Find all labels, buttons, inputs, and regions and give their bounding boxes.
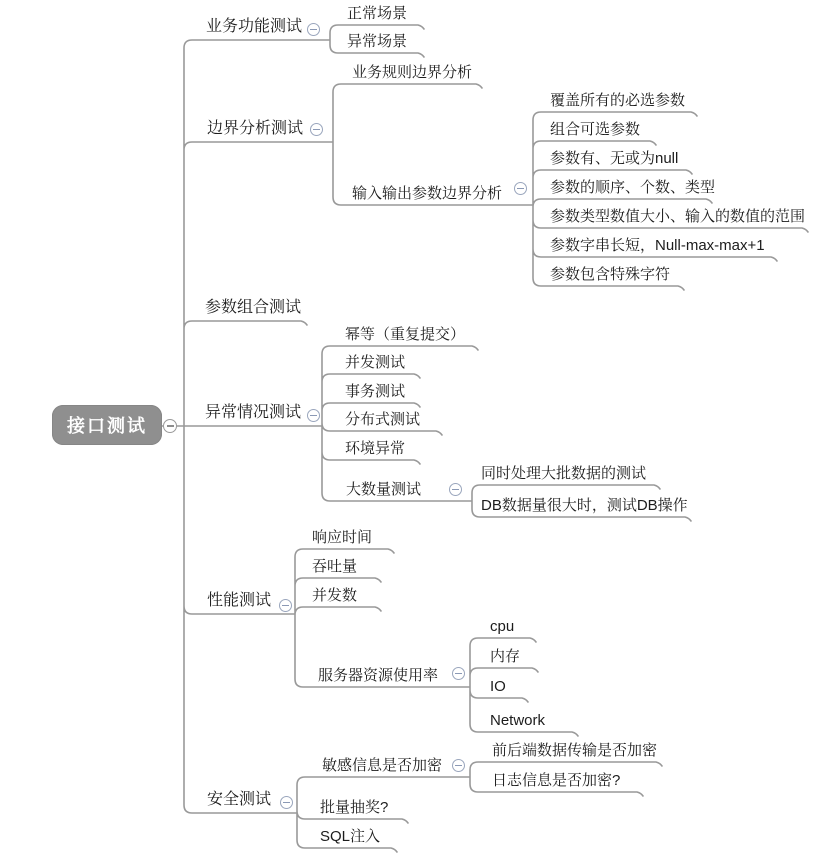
collapse-icon-business-function[interactable]: [307, 23, 320, 36]
minus-glyph: [455, 673, 462, 675]
topic-boundary-analysis-test[interactable]: 边界分析测试: [207, 120, 304, 137]
topic-environment-exception[interactable]: 环境异常: [345, 440, 406, 457]
collapse-icon-security-test[interactable]: [280, 796, 293, 809]
collapse-icon-io-param-boundary[interactable]: [514, 182, 527, 195]
topic-batch-lottery[interactable]: 批量抽奖?: [320, 799, 389, 816]
topic-io-param-boundary[interactable]: 输入输出参数边界分析: [352, 185, 503, 202]
topic-sql-injection[interactable]: SQL注入: [320, 828, 381, 845]
topic-param-value-range[interactable]: 参数类型数值大小、输入的数值的范围: [550, 208, 806, 225]
topic-memory[interactable]: 内存: [490, 648, 521, 665]
minus-glyph: [282, 605, 289, 607]
topic-large-data-test[interactable]: 大数量测试: [346, 481, 422, 498]
topic-log-encryption[interactable]: 日志信息是否加密?: [492, 772, 621, 789]
topic-cpu[interactable]: cpu: [490, 618, 515, 635]
minus-glyph: [310, 415, 317, 417]
minus-glyph: [167, 425, 174, 427]
topic-business-rule-boundary[interactable]: 业务规则边界分析: [352, 64, 473, 81]
topic-security-test[interactable]: 安全测试: [207, 791, 272, 808]
topic-normal-scenario[interactable]: 正常场景: [347, 5, 408, 22]
topic-network[interactable]: Network: [490, 712, 546, 729]
topic-idempotent[interactable]: 幂等（重复提交）: [345, 326, 466, 343]
topic-batch-data-test[interactable]: 同时处理大批数据的测试: [481, 465, 647, 482]
topic-cover-required-params[interactable]: 覆盖所有的必选参数: [550, 92, 686, 109]
topic-root[interactable]: [52, 405, 162, 445]
topic-performance-test[interactable]: 性能测试: [207, 592, 272, 609]
collapse-icon-sensitive-info[interactable]: [452, 759, 465, 772]
topic-throughput[interactable]: 吞吐量: [312, 558, 358, 575]
collapse-icon-server-resource[interactable]: [452, 667, 465, 680]
topic-abnormal-scenario[interactable]: 异常场景: [347, 33, 408, 50]
topic-distributed-test[interactable]: 分布式测试: [345, 411, 421, 428]
topic-param-null[interactable]: 参数有、无或为null: [550, 150, 679, 167]
collapse-icon-large-data-test[interactable]: [449, 483, 462, 496]
collapse-icon-exception-test[interactable]: [307, 409, 320, 422]
collapse-icon-performance-test[interactable]: [279, 599, 292, 612]
topic-sensitive-info-encryption[interactable]: 敏感信息是否加密: [322, 757, 443, 774]
minus-glyph: [313, 129, 320, 131]
minus-glyph: [455, 765, 462, 767]
topic-transaction-test[interactable]: 事务测试: [345, 383, 406, 400]
minus-glyph: [310, 29, 317, 31]
minus-glyph: [452, 489, 459, 491]
topic-frontend-backend-encryption[interactable]: 前后端数据传输是否加密: [492, 742, 658, 759]
topic-concurrency-test[interactable]: 并发测试: [345, 354, 406, 371]
topic-root-label: 接口测试: [67, 416, 147, 436]
minus-glyph: [283, 802, 290, 804]
topic-io[interactable]: IO: [490, 678, 506, 695]
topic-param-special-chars[interactable]: 参数包含特殊字符: [550, 266, 671, 283]
collapse-icon-root[interactable]: [163, 419, 177, 433]
topic-response-time[interactable]: 响应时间: [312, 529, 373, 546]
topic-exception-test[interactable]: 异常情况测试: [205, 404, 302, 421]
topic-param-string-length[interactable]: 参数字串长短，Null-max-max+1: [550, 237, 765, 254]
topic-business-function-test[interactable]: 业务功能测试: [206, 18, 303, 35]
topic-concurrency-count[interactable]: 并发数: [312, 587, 358, 604]
collapse-icon-boundary-analysis[interactable]: [310, 123, 323, 136]
topic-server-resource-usage[interactable]: 服务器资源使用率: [318, 667, 439, 684]
minus-glyph: [517, 188, 524, 190]
topic-combine-optional-params[interactable]: 组合可选参数: [550, 121, 641, 138]
topic-db-operation-test[interactable]: DB数据量很大时，测试DB操作: [481, 497, 688, 514]
topic-param-combination-test[interactable]: 参数组合测试: [205, 299, 302, 316]
topic-param-order-count-type[interactable]: 参数的顺序、个数、类型: [550, 179, 716, 196]
